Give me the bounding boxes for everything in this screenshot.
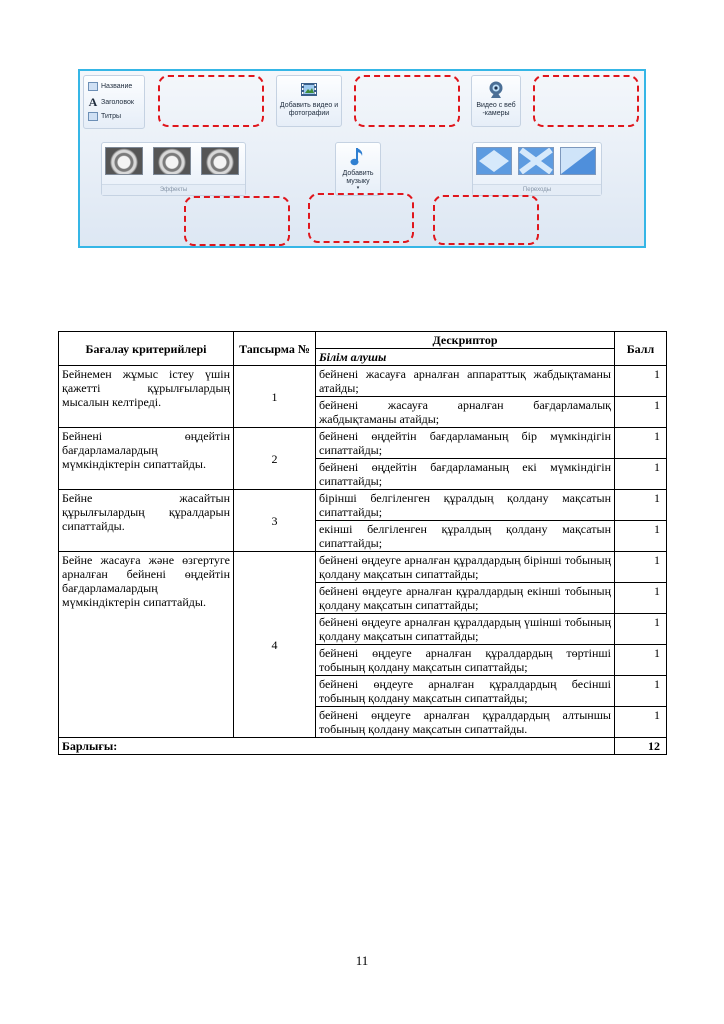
descriptor-cell: бейнені өңдеуге арналған құралдардың үшінші тобының қолдану мақсатын сипаттайды; xyxy=(316,614,615,645)
table-row xyxy=(59,428,667,459)
total-row xyxy=(59,738,667,755)
descriptor-cell: бейнені өңдеуге арналған құралдардың төртінші тобының қолдану мақсатын сипаттайды; xyxy=(316,645,615,676)
chevron-down-icon: ▾ xyxy=(356,185,360,191)
text-item-caption-label: Заголовок xyxy=(101,98,134,106)
score-cell: 1 xyxy=(615,459,667,490)
webcam-video-button[interactable] xyxy=(471,75,521,127)
criteria-cell: Бейнемен жұмыс істеу үшін қажетті құрылғылардың мысалын келтіреді. xyxy=(59,366,234,428)
descriptor-cell: бейнені өңдеуге арналған құралдардың бесінші тобының қолдану мақсатын сипаттайды; xyxy=(316,676,615,707)
page-number: 11 xyxy=(355,953,369,968)
add-music-label: Добавить музыку xyxy=(342,170,374,185)
score-cell: 1 xyxy=(615,521,667,552)
criteria-cell: Бейне жасайтын құрылғылардың құралдарын сипаттайды. xyxy=(59,490,234,552)
title-card-icon xyxy=(88,82,98,91)
caption-A-icon: A xyxy=(88,95,98,109)
score-cell: 1 xyxy=(615,552,667,583)
descriptor-cell: бейнені өңдеуге арналған құралдардың екінші тобының қолдану мақсатын сипаттайды; xyxy=(316,583,615,614)
transition-cross[interactable] xyxy=(518,147,554,175)
effects-group xyxy=(101,142,246,196)
task-number-cell: 1 xyxy=(234,366,316,428)
descriptor-cell: бейнені өңдеуге арналған құралдардың бірінші тобының қолдану мақсатын сипаттайды; xyxy=(316,552,615,583)
header-criteria: Бағалау критерийлері xyxy=(59,332,234,366)
transition-diagonal[interactable] xyxy=(560,147,596,175)
descriptor-cell: бейнені өңдеуге арналған құралдардың алтыншы тобының қолдану мақсатын сипаттайды. xyxy=(316,707,615,738)
criteria-cell: Бейне жасауға және өзгертуге арналған бейнені өңдейтін бағдарламалардың мүмкіндіктерін сипаттайды. xyxy=(59,552,234,738)
task-number-cell: 2 xyxy=(234,428,316,490)
score-cell: 1 xyxy=(615,490,667,521)
music-note-icon xyxy=(348,146,368,168)
credits-icon xyxy=(88,112,98,121)
criteria-cell: Бейнені өңдейтін бағдарламалардың мүмкіндіктерін сипаттайды. xyxy=(59,428,234,490)
task-number-cell: 3 xyxy=(234,490,316,552)
header-score: Балл xyxy=(615,332,667,366)
diamond-transition-icon xyxy=(477,148,511,174)
ribbon-screenshot xyxy=(78,69,646,248)
total-label: Барлығы: xyxy=(59,738,615,755)
task-number-cell: 4 xyxy=(234,552,316,738)
placeholder-box-2 xyxy=(354,75,460,127)
score-cell: 1 xyxy=(615,397,667,428)
add-video-photos-label: Добавить видео и фотографии xyxy=(279,102,339,117)
diagonal-wipe-icon xyxy=(561,148,595,174)
effects-group-label: Эффекты xyxy=(102,184,245,195)
score-cell: 1 xyxy=(615,583,667,614)
descriptor-cell: бейнені өңдейтін бағдарламаның бір мүмкіндігін сипаттайды; xyxy=(316,428,615,459)
descriptor-cell: бейнені өңдейтін бағдарламаның екі мүмкіндігін сипаттайды; xyxy=(316,459,615,490)
webcam-icon xyxy=(486,80,506,100)
table-row xyxy=(59,490,667,521)
text-item-caption[interactable] xyxy=(88,97,134,107)
transition-diamond[interactable] xyxy=(476,147,512,175)
subheader-learner: Білім алушы xyxy=(316,349,615,366)
descriptor-cell: екінші белгіленген құралдың қолдану мақсатын сипаттайды; xyxy=(316,521,615,552)
total-score: 12 xyxy=(615,738,667,755)
descriptor-cell: бірінші белгіленген құралдың қолдану мақсатын сипаттайды; xyxy=(316,490,615,521)
score-cell: 1 xyxy=(615,428,667,459)
film-photo-icon xyxy=(299,80,319,100)
placeholder-box-1 xyxy=(158,75,264,127)
descriptor-cell: бейнені жасауға арналған аппараттық жабдықтаманы атайды; xyxy=(316,366,615,397)
transitions-group xyxy=(472,142,602,196)
score-cell: 1 xyxy=(615,614,667,645)
score-cell: 1 xyxy=(615,366,667,397)
text-item-title-label: Название xyxy=(101,83,133,90)
effect-thumbnail-1[interactable] xyxy=(105,147,143,175)
header-descriptor: Дескриптор xyxy=(316,332,615,349)
table-row xyxy=(59,552,667,583)
placeholder-box-6 xyxy=(433,195,539,245)
effect-thumbnail-2[interactable] xyxy=(153,147,191,175)
assessment-table xyxy=(58,331,667,755)
text-item-credits[interactable] xyxy=(88,112,121,121)
placeholder-box-4 xyxy=(184,196,290,246)
placeholder-box-3 xyxy=(533,75,639,127)
score-cell: 1 xyxy=(615,676,667,707)
table-row xyxy=(59,366,667,397)
score-cell: 1 xyxy=(615,645,667,676)
header-task-number: Тапсырма № xyxy=(234,332,316,366)
add-music-button[interactable] xyxy=(335,142,381,196)
table-header-row xyxy=(59,332,667,349)
webcam-video-label: Видео с веб -камеры xyxy=(476,102,516,117)
text-item-credits-label: Титры xyxy=(101,113,122,120)
effect-thumbnail-3[interactable] xyxy=(201,147,239,175)
transitions-group-label: Переходы xyxy=(473,184,601,195)
score-cell: 1 xyxy=(615,707,667,738)
placeholder-box-5 xyxy=(308,193,414,243)
add-video-photos-button[interactable] xyxy=(276,75,342,127)
text-items-group xyxy=(83,75,145,129)
text-item-title[interactable] xyxy=(88,82,132,91)
descriptor-cell: бейнені жасауға арналған бағдарламалық жабдықтаманы атайды; xyxy=(316,397,615,428)
cross-transition-icon xyxy=(519,148,553,174)
